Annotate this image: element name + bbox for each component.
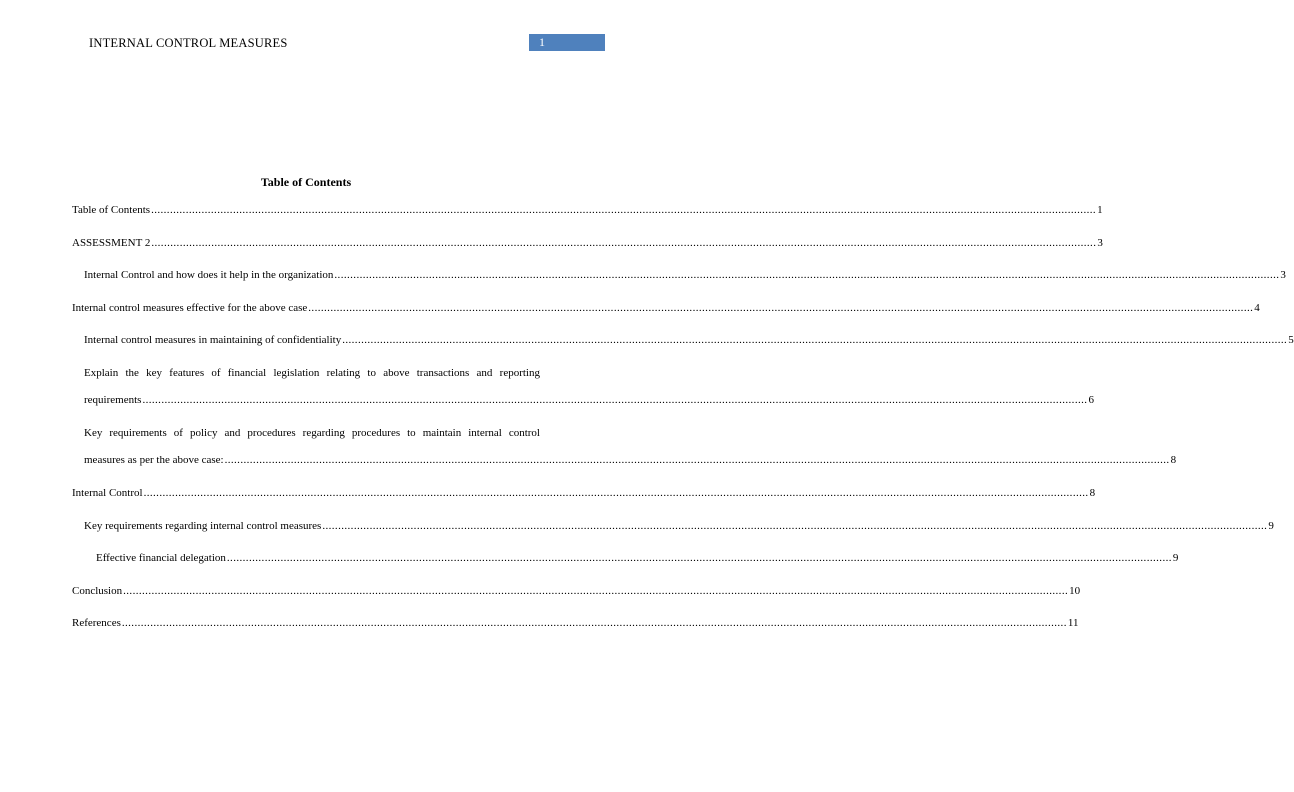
dot-leader: ............................................................................................................................................................................................................................................................................................................ (151, 236, 1097, 249)
page-number: 1 (539, 35, 545, 49)
toc-entry[interactable] (72, 485, 1096, 518)
dot-leader: ............................................................................................................................................................................................................................................................................................................ (226, 552, 1172, 565)
toc-entry[interactable] (72, 365, 1094, 425)
toc-entry-text: Conclusion (72, 584, 123, 597)
toc-entry[interactable] (72, 267, 1286, 300)
toc-entry-page: 3 (1097, 236, 1103, 249)
dot-leader: ............................................................................................................................................................................................................................................................................................................ (142, 393, 1088, 406)
table-of-contents (72, 202, 1294, 648)
dot-leader: ............................................................................................................................................................................................................................................................................................................ (322, 519, 1268, 532)
toc-entry-page: 4 (1254, 301, 1260, 314)
toc-entry-page: 9 (1268, 519, 1274, 532)
toc-entry-text-line1: Key requirements of policy and procedures regarding procedures to maintain internal control (84, 426, 540, 439)
toc-entry[interactable] (72, 235, 1103, 268)
running-header-title: INTERNAL CONTROL MEASURES (89, 36, 288, 50)
toc-entry-text-line1: Explain the key features of financial legislation relating to above transactions and reporting (84, 366, 540, 379)
toc-entry-page: 6 (1088, 393, 1094, 406)
page-number-badge (529, 34, 605, 51)
toc-entry-page: 10 (1069, 584, 1081, 597)
toc-entry-text: Internal Control and how does it help in the organization (84, 269, 334, 282)
dot-leader: ............................................................................................................................................................................................................................................................................................................ (334, 269, 1280, 282)
toc-entry-page: 9 (1172, 552, 1179, 565)
toc-entry-text: Internal Control (72, 486, 143, 499)
toc-entry[interactable] (72, 615, 1079, 648)
dot-leader: ............................................................................................................................................................................................................................................................................................................ (143, 486, 1089, 499)
toc-entry-text: Internal control measures effective for the above case (72, 301, 308, 314)
toc-entry-page: 1 (1097, 204, 1103, 216)
dot-leader: ............................................................................................................................................................................................................................................................................................................ (342, 334, 1288, 347)
toc-entry-text: ASSESSMENT 2 (72, 236, 151, 249)
toc-entry[interactable] (72, 583, 1081, 616)
toc-entry-text: Table of Contents (72, 204, 151, 216)
dot-leader: ............................................................................................................................................................................................................................................................................................................ (308, 301, 1254, 314)
toc-entry-page: 5 (1288, 334, 1294, 347)
dot-leader: ............................................................................................................................................................................................................................................................................................................ (121, 617, 1067, 630)
toc-entry[interactable] (72, 202, 1103, 235)
toc-entry[interactable] (72, 332, 1294, 365)
toc-entry-text: requirements (84, 393, 142, 406)
dot-leader: ............................................................................................................................................................................................................................................................................................................ (151, 204, 1097, 216)
toc-entry[interactable] (72, 550, 1179, 583)
toc-entry-text: References (72, 617, 121, 630)
toc-entry-text: Effective financial delegation (96, 552, 226, 565)
toc-entry-page: 11 (1067, 617, 1079, 630)
toc-entry[interactable] (72, 300, 1260, 333)
toc-entry-page: 3 (1280, 269, 1286, 282)
toc-entry[interactable] (72, 518, 1274, 551)
toc-entry[interactable] (72, 425, 1177, 485)
toc-heading: Table of Contents (260, 175, 352, 189)
toc-entry-page: 8 (1170, 453, 1177, 466)
toc-entry-text: Internal control measures in maintaining of confidentiality (84, 334, 342, 347)
toc-entry-page: 8 (1089, 486, 1096, 499)
toc-entry-text: measures as per the above case: (84, 453, 224, 466)
dot-leader: ............................................................................................................................................................................................................................................................................................................ (224, 453, 1170, 466)
dot-leader: ............................................................................................................................................................................................................................................................................................................ (123, 584, 1069, 597)
toc-entry-text: Key requirements regarding internal control measures (84, 519, 322, 532)
